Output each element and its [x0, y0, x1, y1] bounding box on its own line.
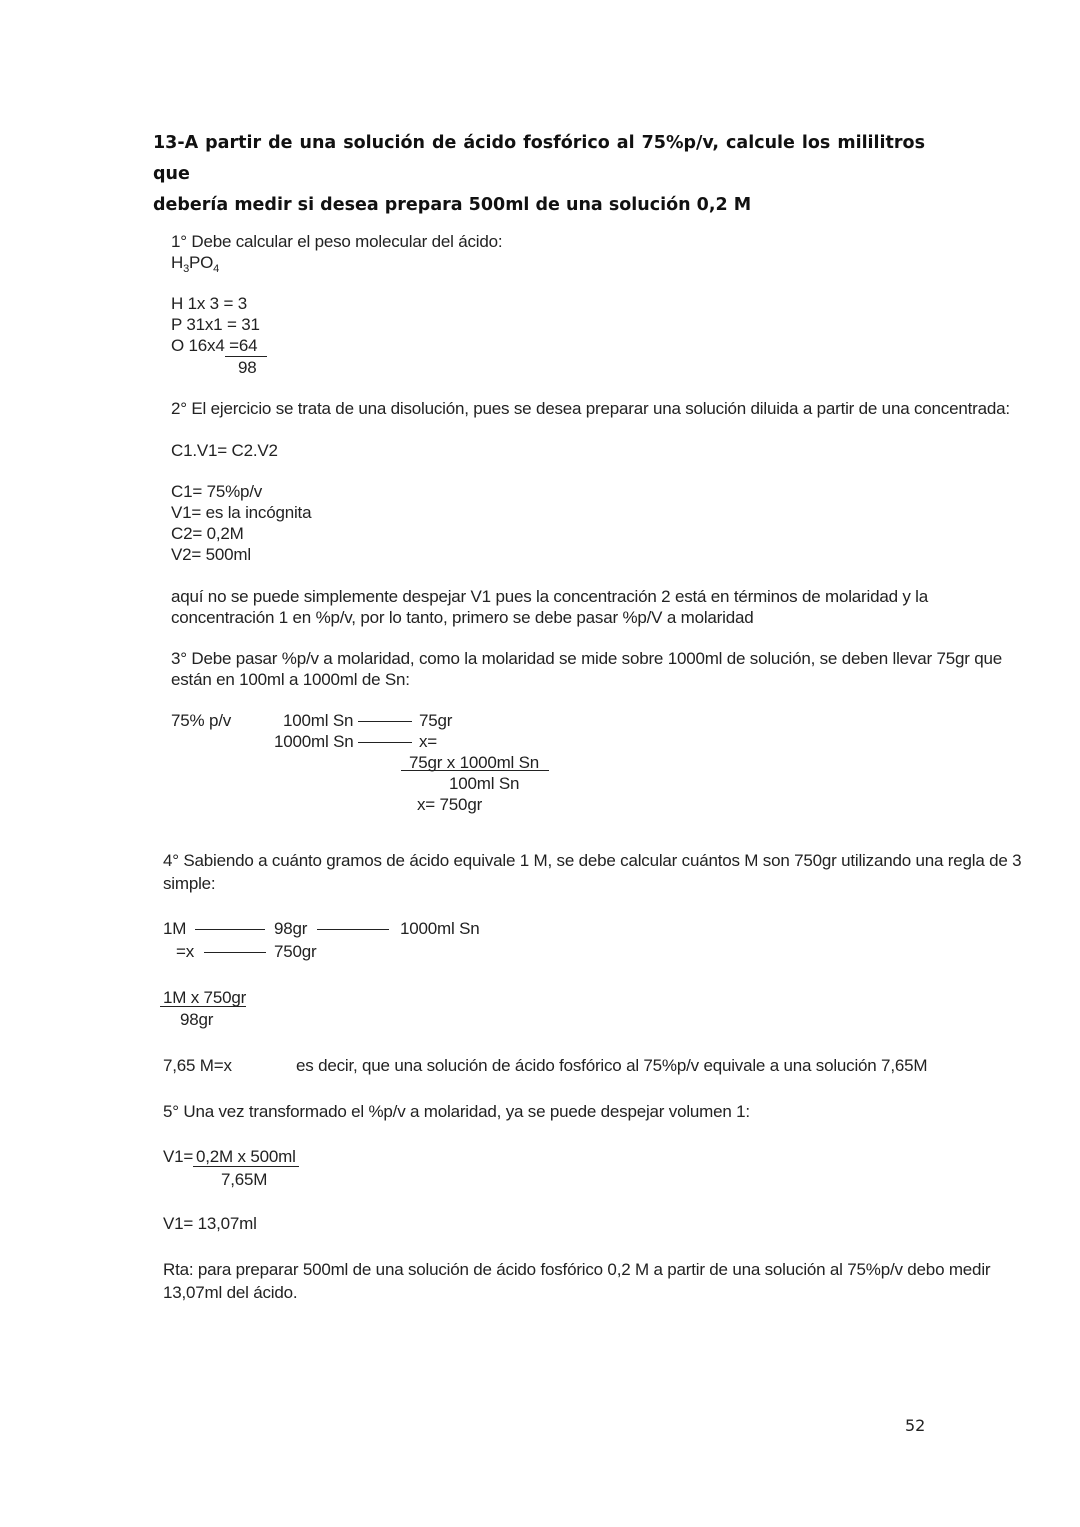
dilution-equation: C1.V1= C2.V2	[171, 441, 278, 460]
rule-dash	[358, 721, 412, 722]
molecular-weight-total: 98	[238, 358, 257, 377]
answer-line-1: Rta: para preparar 500ml de una solución de ácido fosfórico 0,2 M a partir de una solución al 75%p/v debo medir	[163, 1260, 991, 1279]
step3-heading-line-1: 3° Debe pasar %p/v a molaridad, como la molaridad se mide sobre 1000ml de solución, se deben llevar 75gr que	[171, 649, 1002, 668]
fraction-bar	[160, 1006, 246, 1007]
rule-row2-left: 1000ml Sn	[274, 732, 354, 751]
answer-line-2: 13,07ml del ácido.	[163, 1283, 298, 1302]
rule3-row1-c: 1000ml Sn	[400, 919, 480, 938]
step2-note-line-1: aquí no se puede simplemente despejar V1 pues la concentración 2 está en términos de molaridad y la	[171, 587, 929, 606]
step5-denominator: 7,65M	[221, 1170, 268, 1189]
rule-row1-left: 100ml Sn	[283, 711, 354, 730]
step4-heading-line-1: 4° Sabiendo a cuánto gramos de ácido equivale 1 M, se debe calcular cuántos M son 750gr utilizando una regla de 3	[163, 851, 1022, 870]
rule-row2-right: x=	[419, 732, 438, 751]
step3-heading-line-2: están en 100ml a 1000ml de Sn:	[171, 670, 410, 689]
formula-o-subscript: 4	[213, 263, 220, 275]
formula-po: PO	[189, 253, 214, 272]
variable-c2: C2= 0,2M	[171, 524, 244, 543]
fraction-bar	[401, 770, 549, 771]
step3-result: x= 750gr	[417, 795, 483, 814]
variable-v2: V2= 500ml	[171, 545, 251, 564]
step5-heading: 5° Una vez transformado el %p/v a molaridad, ya se puede despejar volumen 1:	[163, 1102, 750, 1121]
atom-row: H 1x 3 = 3	[171, 294, 247, 313]
fraction-numerator: 75gr x 1000ml Sn	[409, 753, 540, 772]
fraction-bar	[193, 1166, 299, 1167]
formula-h: H	[171, 253, 184, 272]
rule3-row2-b: 750gr	[274, 942, 317, 961]
step5-result: V1= 13,07ml	[163, 1214, 257, 1233]
rule-dash	[204, 952, 266, 953]
rule3-row1-a: 1M	[163, 919, 187, 938]
step4-numerator: 1M x 750gr	[163, 988, 247, 1007]
rule-dash	[195, 929, 265, 930]
rule-dash	[358, 742, 412, 743]
concentration-label: 75% p/v	[171, 711, 232, 730]
step2-note-line-2: concentración 1 en %p/v, por lo tanto, primero se debe pasar %p/V a molaridad	[171, 608, 754, 627]
rule-dash	[317, 929, 389, 930]
variable-v1: V1= es la incógnita	[171, 503, 312, 522]
fraction-denominator: 100ml Sn	[449, 774, 520, 793]
rule3-row2-a: =x	[176, 942, 195, 961]
step5-numerator: 0,2M x 500ml	[196, 1147, 296, 1166]
page-number: 52	[905, 1416, 926, 1435]
step4-result: 7,65 M=x	[163, 1056, 232, 1075]
step2-heading: 2° El ejercicio se trata de una disolución, pues se desea preparar una solución diluida a partir de una concentrada:	[171, 399, 1010, 418]
step4-denominator: 98gr	[180, 1010, 214, 1029]
atom-row: O 16x4 =64	[171, 336, 258, 355]
rule-row1-right: 75gr	[419, 711, 453, 730]
problem-line-2: debería medir si desea prepara 500ml de una solución 0,2 M	[153, 195, 752, 215]
step1-heading: 1° Debe calcular el peso molecular del ácido:	[171, 232, 503, 251]
atom-row: P 31x1 = 31	[171, 315, 260, 334]
step5-prefix: V1=	[163, 1147, 194, 1166]
step4-heading-line-2: simple:	[163, 874, 216, 893]
formula	[171, 252, 219, 280]
rule3-row1-b: 98gr	[274, 919, 308, 938]
problem-statement	[153, 128, 925, 221]
problem-line-1: 13-A partir de una solución de ácido fosfórico al 75%p/v, calcule los mililitros que	[153, 133, 925, 184]
variable-c1: C1= 75%p/v	[171, 482, 263, 501]
step4-result-note: es decir, que una solución de ácido fosfórico al 75%p/v equivale a una solución 7,65M	[296, 1056, 928, 1075]
formula-h-subscript: 3	[183, 263, 189, 275]
